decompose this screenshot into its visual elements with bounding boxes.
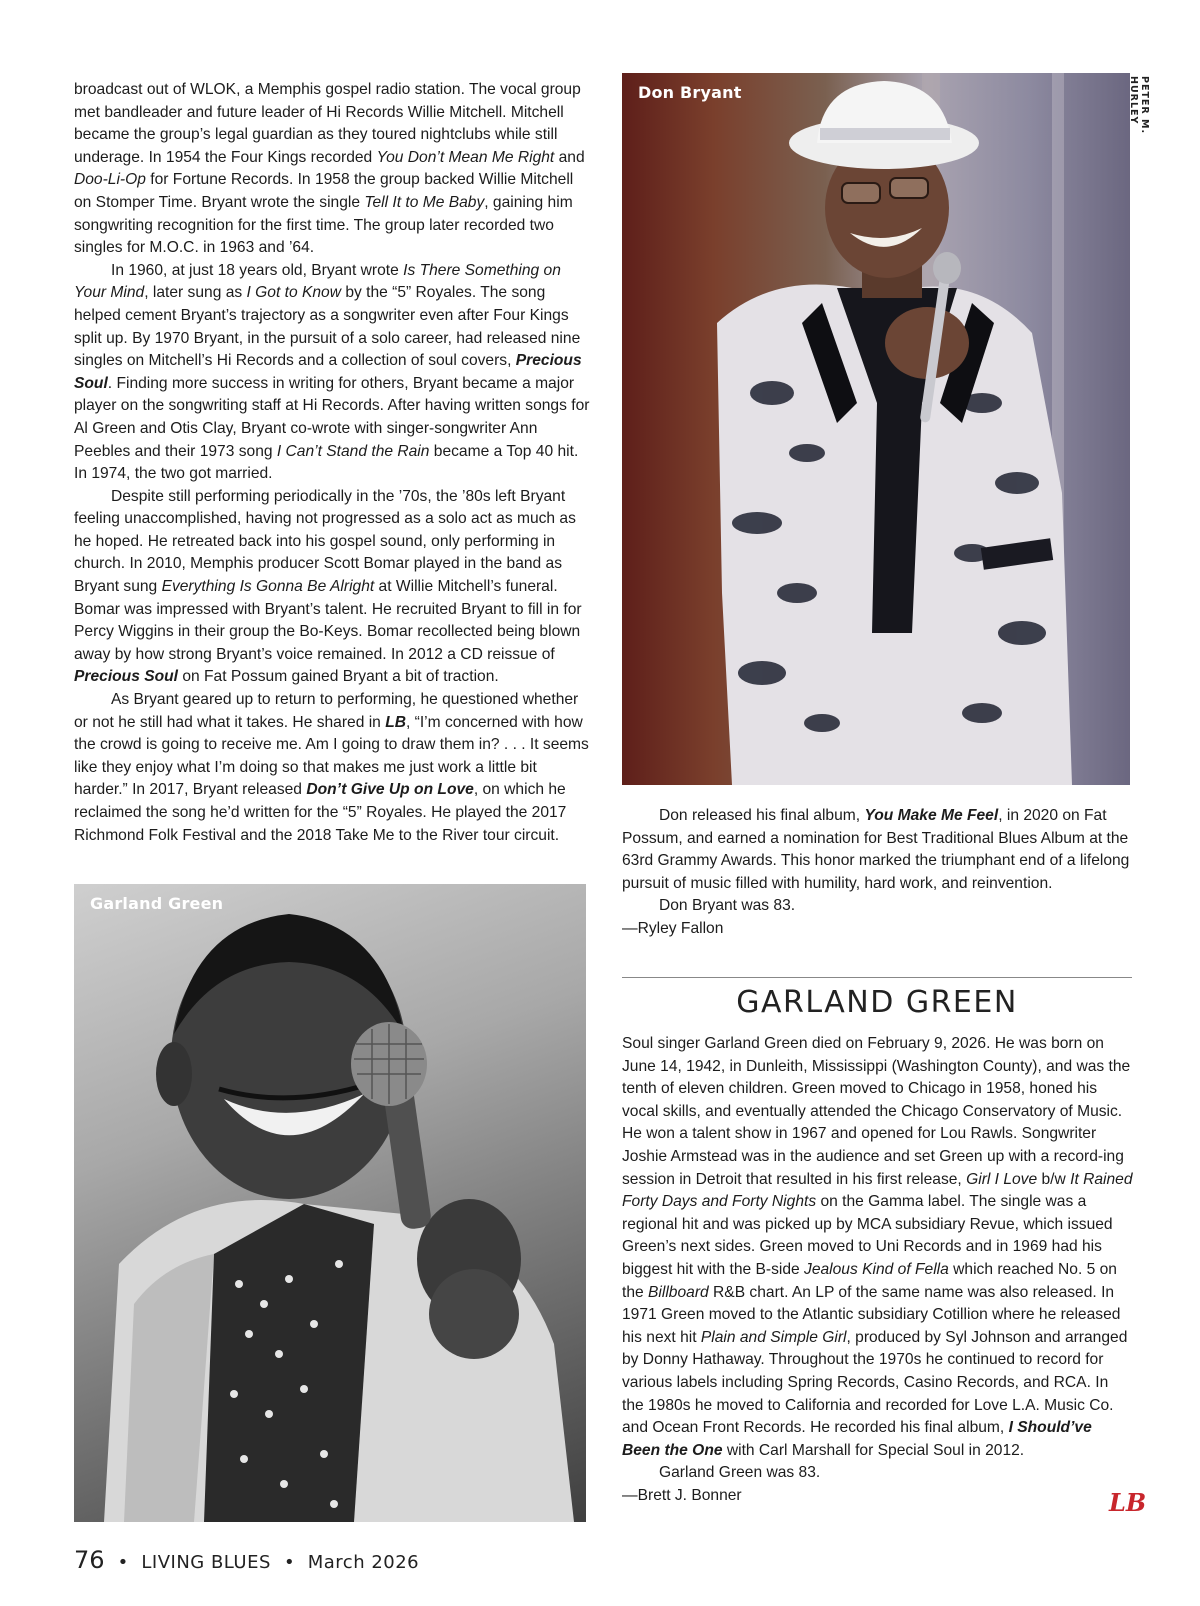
text-run: In 1960, at just 18 years old, Bryant wrote: [111, 261, 404, 279]
text-run: b/w: [1037, 1170, 1071, 1188]
paragraph: [74, 689, 592, 847]
italic-title: Girl I Love: [966, 1170, 1038, 1188]
text-run: Don Bryant was 83.: [659, 897, 796, 915]
text-run: As Bryant geared up to return to performing, he questioned whether or not he still had what it takes. He shared in: [74, 691, 579, 731]
garland-author-signature: —Brett J. Bonner: [622, 1486, 742, 1504]
don-bryant-photo-label: Don Bryant: [638, 83, 742, 102]
garland-green-photo-label: Garland Green: [90, 894, 224, 913]
left-article-column: [74, 79, 592, 847]
don-bryant-photo: [622, 73, 1130, 785]
page-footer: [74, 1546, 419, 1574]
paragraph: [622, 1462, 1134, 1485]
italic-title: Plain and Simple Girl: [700, 1328, 847, 1346]
page-number: 76: [74, 1546, 105, 1574]
paragraph: [622, 895, 1130, 918]
bryant-author-signature: —Ryley Fallon: [622, 919, 724, 937]
italic-title: Everything Is Gonna Be Alright: [161, 578, 375, 596]
italic-title: Is There Something on Your Mind: [74, 261, 561, 302]
text-run: , later sung as: [144, 284, 247, 302]
text-run: on the Gamma label. The single was a regional hit and was picked up by MCA subsidiary Revue, which issued Green’s next sides. Green moved to Uni Records and in 1969 had his biggest hit with the B-side: [622, 1193, 1113, 1278]
text-run: broadcast out of WLOK, a Memphis gospel radio station. The vocal group met bandleader and future leader of Hi Records Willie Mitchell. Mitchell became the group’s legal guardian as they toured nightclubs while still underage. In 1954 the Four Kings recorded: [74, 81, 581, 166]
italic-title: Doo-Li-Op: [74, 171, 146, 189]
bold-italic-title: I Should’ve Been the One: [622, 1419, 1092, 1459]
paragraph: [622, 805, 1130, 895]
text-run: by the “5” Royales. The song helped cement Bryant’s trajectory as a songwriter even after Four Kings split up. By 1970 Bryant, in the pursuit of a solo career, had released nine singles on Mitchell’s Hi Records and a collection of soul covers,: [74, 284, 581, 370]
bold-italic-title: You Make Me Feel: [864, 807, 999, 824]
text-run: , “I’m concerned with how the crowd is going to receive me. Am I going to draw them in? . . . It seems like they enjoy what I’m doing so that makes me just work a little bit harder.” In 2017, Bryant released: [74, 713, 589, 799]
garland-green-heading: GARLAND GREEN: [736, 985, 1018, 1020]
text-run: Despite still performing periodically in the ’70s, the ’80s left Bryant feeling unaccomplished, having not progressed as a solo act as much as he hoped. He retreated back into his gospel sound, only performing in church. In 2010, Memphis producer Scott Bomar played in the band as Bryant sung: [74, 487, 576, 596]
issue-date: March 2026: [307, 1552, 420, 1573]
text-run: with Carl Marshall for Special Soul in 2012.: [722, 1441, 1025, 1459]
don-bryant-photo-illustration: [622, 73, 1130, 785]
bold-italic-title: LB: [385, 713, 406, 731]
text-run: , in 2020 on Fat Possum, and earned a nomination for Best Traditional Blues Album at the 63rd Grammy Awards. This honor marked the triumphant end of a lifelong pursuit of music filled with humility, hard work, and reinvention.: [622, 807, 1130, 892]
text-run: , on which he reclaimed the song he’d written for the “5” Royales. He played the 2017 Richmond Folk Festival and the 2018 Take Me to the River tour circuit.: [74, 781, 567, 844]
italic-title: I Can’t Stand the Rain: [276, 442, 430, 460]
bryant-end-paragraphs: [622, 805, 1130, 918]
italic-title: Jealous Kind of Fella: [804, 1260, 949, 1278]
text-run: which reached No. 5 on the: [622, 1260, 1117, 1301]
bold-italic-title: Don’t Give Up on Love: [306, 781, 474, 799]
text-run: Don released his final album,: [659, 807, 865, 824]
text-run: at Willie Mitchell’s funeral. Bomar was impressed with Bryant’s talent. He recruited Bryant to fill in for Percy Wiggins in their group the Bo-Keys. Bomar recollected being blown away by how strong Bryant’s voice remained. In 2012 a CD reissue of: [74, 578, 582, 663]
garland-green-photo-illustration: [74, 884, 586, 1522]
paragraph: [74, 260, 592, 486]
garland-green-paragraphs: [622, 1033, 1134, 1485]
text-run: became a Top 40 hit. In 1974, the two got married.: [74, 442, 579, 483]
bold-italic-title: Precious Soul: [74, 668, 178, 686]
text-run: Soul singer Garland Green died on February 9, 2026. He was born on June 14, 1942, in Dunleith, Mississippi (Washington County), and was the tenth of eleven children. Green moved to Chicago in 1958, honed his vocal skills, and eventually attended the Chicago Conservatory of Music. He won a talent show in 1967 and opened for Lou Rawls. Songwriter Joshie Armstead was in the audience and set Green up with a record-ing session in Detroit that resulted in his first release,: [622, 1035, 1131, 1188]
paragraph: [74, 486, 592, 689]
paragraph: [74, 79, 592, 260]
text-run: , produced by Syl Johnson and arranged by Donny Hathaway. Throughout the 1970s he continued to record for various labels including Spring Records, Casino Records, and RCA. In the 1980s he moved to California and recorded for Love L.A. Music Co. and Ocean Front Records. He recorded his final album,: [622, 1328, 1128, 1437]
text-run: Garland Green was 83.: [659, 1464, 821, 1482]
living-blues-logo-icon: [1107, 1487, 1147, 1517]
bryant-article-end: [622, 805, 1130, 941]
italic-title: You Don’t Mean Me Right: [376, 148, 555, 166]
logo-lettering: LB: [1109, 1488, 1147, 1517]
garland-green-article: [622, 1033, 1134, 1507]
garland-green-photo: [74, 884, 586, 1522]
footer-separator: •: [284, 1552, 295, 1573]
footer-separator: •: [117, 1552, 129, 1573]
text-run: on Fat Possum gained Bryant a bit of traction.: [178, 668, 499, 686]
text-run: , gaining him songwriting recognition for the first time. The group later recorded two singles for M.O.C. in 1963 and ’64.: [74, 193, 573, 257]
text-run: and: [554, 148, 585, 166]
italic-title: It Rained Forty Days and Forty Nights: [622, 1170, 1133, 1211]
paragraph: [622, 1033, 1134, 1462]
text-run: for Fortune Records. In 1958 the group backed Willie Mitchell on Stomper Time. Bryant wrote the single: [74, 171, 574, 211]
bold-italic-title: Precious Soul: [74, 352, 582, 392]
italic-title: Tell It to Me Baby: [364, 193, 485, 211]
section-divider: [622, 977, 1132, 978]
italic-title: Billboard: [648, 1283, 709, 1301]
magazine-name: LIVING BLUES: [141, 1552, 271, 1573]
text-run: . Finding more success in writing for others, Bryant became a major player on the songwriting staff at Hi Records. After having written songs for Al Green and Otis Clay, Bryant co-wrote with singer-songwriter Ann Peebles and their 1973 song: [74, 374, 590, 460]
text-run: R&B chart. An LP of the same name was also released. In 1971 Green moved to the Atlantic subsidiary Cotillion where he released his next hit: [622, 1283, 1121, 1346]
photo-credit: PETER M. HURLEY: [1128, 76, 1150, 135]
italic-title: I Got to Know: [246, 284, 341, 302]
